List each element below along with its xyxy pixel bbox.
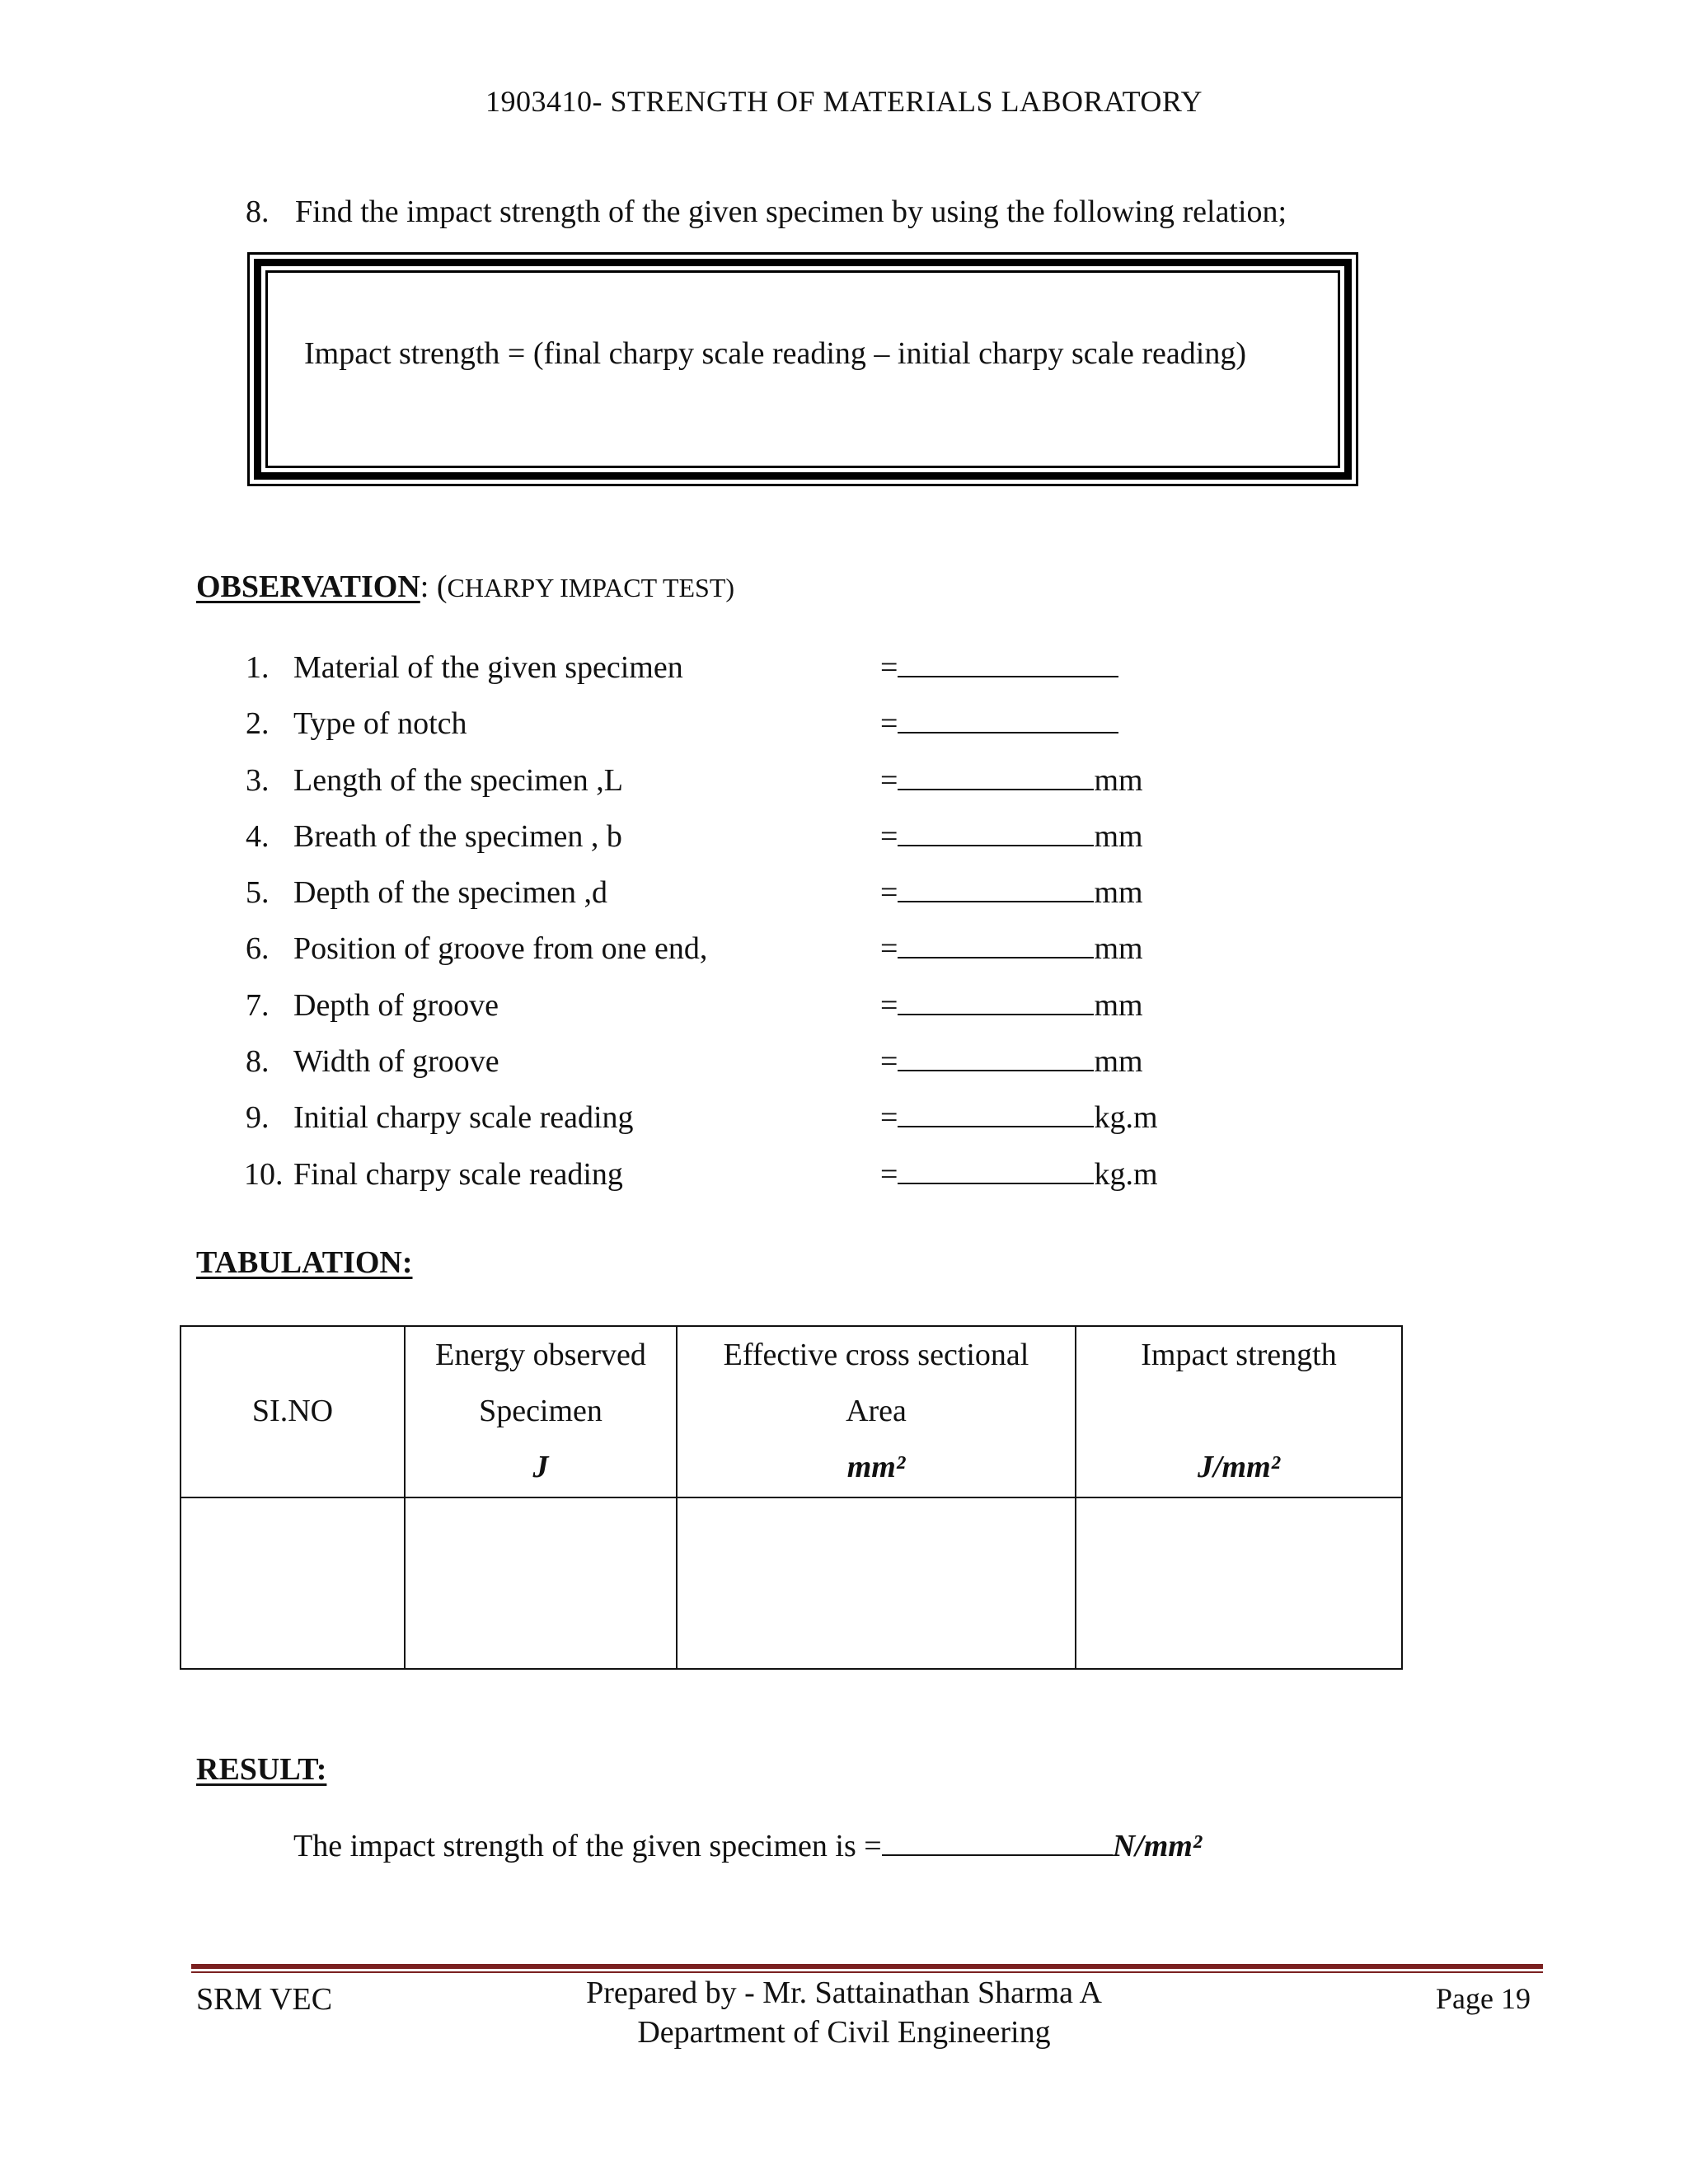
tabulation-heading: TABULATION: <box>196 1245 413 1280</box>
answer-blank[interactable] <box>898 762 1094 790</box>
footer-institution: SRM VEC <box>196 1982 333 2017</box>
observation-colon: : ( <box>420 569 448 604</box>
footer-prepared-by: Prepared by - Mr. Sattainathan Sharma A <box>586 1975 1102 2010</box>
procedure-step <box>246 194 1287 230</box>
column-header-sino: SI.NO <box>181 1326 405 1497</box>
unit-label: kg.m <box>1094 1100 1158 1136</box>
observation-heading-row <box>196 569 734 605</box>
formula-box <box>247 252 1358 486</box>
answer-blank[interactable] <box>898 1156 1094 1184</box>
answer-blank[interactable] <box>898 987 1094 1015</box>
page-header-title: 1903410- STRENGTH OF MATERIALS LABORATORY <box>485 85 1203 118</box>
result-heading: RESULT: <box>196 1752 327 1787</box>
table-row <box>181 1497 1402 1669</box>
answer-blank[interactable] <box>898 1043 1094 1071</box>
column-header-energy: Energy observed Specimen J <box>405 1326 677 1497</box>
answer-blank[interactable] <box>898 649 1118 677</box>
answer-blank[interactable] <box>898 874 1094 902</box>
unit-label: mm <box>1094 818 1143 854</box>
result-statement <box>293 1828 1202 1864</box>
tabulation-table <box>180 1325 1403 1670</box>
footer-department: Department of Civil Engineering <box>637 2015 1051 2050</box>
table-cell[interactable] <box>1076 1497 1402 1669</box>
unit-label: mm <box>1094 931 1143 967</box>
answer-blank[interactable] <box>898 705 1118 733</box>
table-cell[interactable] <box>181 1497 405 1669</box>
unit-label: mm <box>1094 1044 1143 1080</box>
result-answer-blank[interactable] <box>882 1828 1113 1856</box>
answer-blank[interactable] <box>898 1099 1094 1127</box>
column-header-area: Effective cross sectional Area mm² <box>677 1326 1076 1497</box>
footer-divider <box>191 1964 1543 1969</box>
observation-heading: OBSERVATION <box>196 569 420 604</box>
step-text: Find the impact strength of the given specimen by using the following relation; <box>295 194 1287 229</box>
table-cell[interactable] <box>677 1497 1076 1669</box>
result-text: The impact strength of the given specimen is = <box>293 1829 882 1863</box>
page-number: Page 19 <box>1436 1982 1531 2015</box>
unit-label: mm <box>1094 875 1143 911</box>
footer-credits <box>0 1973 1688 2052</box>
step-number: 8. <box>246 194 270 229</box>
formula-text: Impact strength = (final charpy scale reading – initial charpy scale reading) <box>304 336 1247 371</box>
result-unit: N/mm² <box>1112 1829 1203 1863</box>
observation-subtitle: CHARPY IMPACT TEST) <box>447 573 735 602</box>
answer-blank[interactable] <box>898 818 1094 846</box>
table-cell[interactable] <box>405 1497 677 1669</box>
answer-blank[interactable] <box>898 930 1094 958</box>
unit-label: mm <box>1094 987 1143 1023</box>
table-header-row <box>181 1326 1402 1497</box>
unit-label: mm <box>1094 762 1143 798</box>
unit-label: kg.m <box>1094 1156 1158 1192</box>
column-header-impact-strength: Impact strength J/mm² <box>1076 1326 1402 1497</box>
